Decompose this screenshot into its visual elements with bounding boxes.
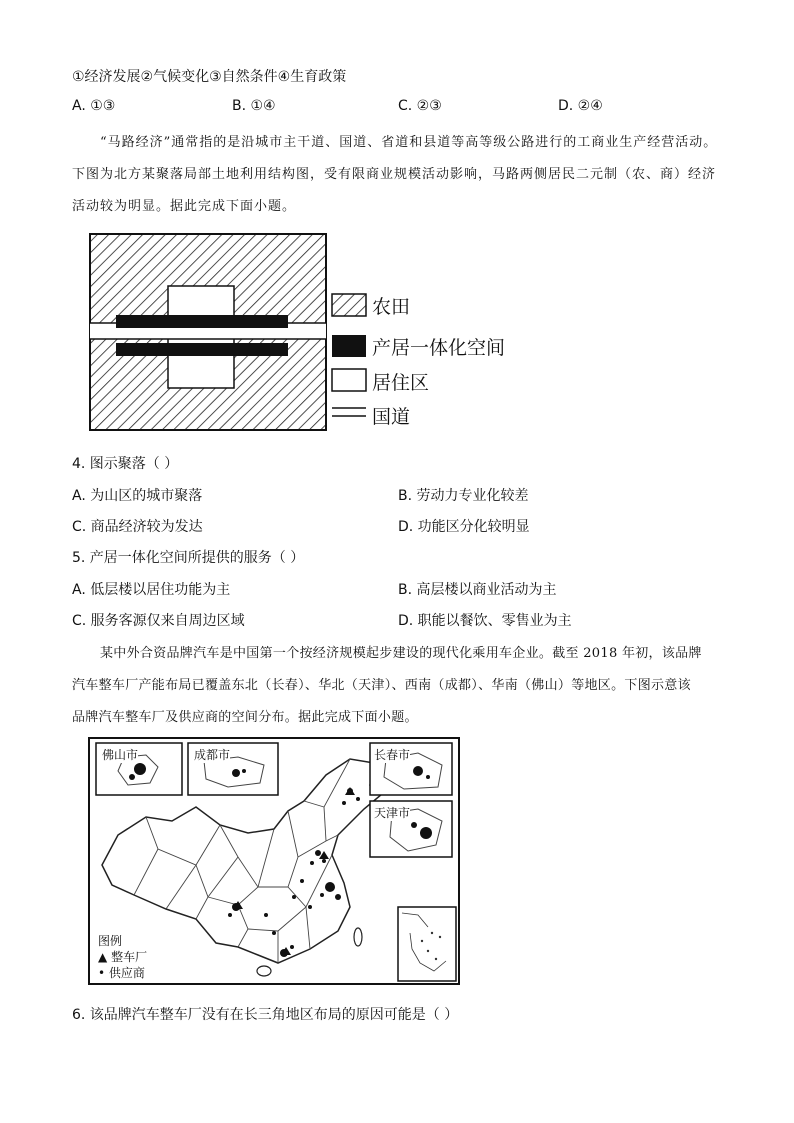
q4-choice-c: C. 商品经济较为发达 <box>72 519 203 535</box>
legend-residential-label: 居住区 <box>372 372 430 394</box>
industry-residence-strip-north <box>116 315 288 328</box>
choice-b: B. ①④ <box>232 98 276 114</box>
q4-choice-a: A. 为山区的城市聚落 <box>72 488 203 504</box>
land-use-figure <box>88 232 528 438</box>
options-line: ①经济发展②气候变化③自然条件④生育政策 <box>72 69 347 85</box>
triangle-icon: ▲ <box>98 950 108 964</box>
q6-stem: 6. 该品牌汽车整车厂没有在长三角地区布局的原因可能是（ ） <box>72 1007 459 1023</box>
industry-residence-strip-south <box>116 343 288 356</box>
legend-integrated-swatch <box>332 335 366 357</box>
legend-factory-row <box>98 949 147 965</box>
inset-chengdu-label: 成都市 <box>194 748 231 762</box>
passage2-line3: 品牌汽车整车厂及供应商的空间分布。据此完成下面小题。 <box>72 710 418 725</box>
passage2-line1: 某中外合资品牌汽车是中国第一个按经济规模起步建设的现代化乘用车企业。截至 2018 年初，该品牌 <box>100 646 702 661</box>
south-china-sea-inset <box>398 907 456 981</box>
legend-factory-label: 整车厂 <box>111 950 148 964</box>
q4-stem: 4. 图示聚落（ ） <box>72 456 179 472</box>
q5-choice-a: A. 低层楼以居住功能为主 <box>72 582 231 598</box>
legend-road-label: 国道 <box>372 406 411 428</box>
q5-choice-b: B. 高层楼以商业活动为主 <box>398 582 557 598</box>
inset-changchun-label: 长春市 <box>374 748 411 762</box>
legend-supplier-row <box>98 965 147 981</box>
choice-a: A. ①③ <box>72 98 116 114</box>
q5-choice-c: C. 服务客源仅来自周边区域 <box>72 613 245 629</box>
legend-farmland-label: 农田 <box>372 296 411 318</box>
choice-d: D. ②④ <box>558 98 603 114</box>
q5-choice-d: D. 职能以餐饮、零售业为主 <box>398 613 572 629</box>
choice-c: C. ②③ <box>398 98 442 114</box>
legend-farmland-swatch <box>332 294 366 316</box>
legend-title: 图例 <box>98 934 123 948</box>
hainan-island <box>257 966 271 976</box>
legend-supplier-label: 供应商 <box>108 966 145 980</box>
passage2-line2: 汽车整车厂产能布局已覆盖东北（长春）、华北（天津）、西南（成都）、华南（佛山）等地区。下图示意该 <box>72 678 691 693</box>
passage1-line3: 活动较为明显。据此完成下面小题。 <box>72 199 297 214</box>
inset-tianjin-label: 天津市 <box>374 806 411 820</box>
legend-residential-swatch <box>332 369 366 391</box>
inset-foshan-label: 佛山市 <box>102 748 139 762</box>
passage1-line1: “马路经济”通常指的是沿城市主干道、国道、省道和县道等高等级公路进行的工商业生产经营活动。 <box>100 135 718 150</box>
taiwan-island <box>354 928 362 946</box>
q4-choice-b: B. 劳动力专业化较差 <box>398 488 529 504</box>
dot-icon: • <box>98 966 106 980</box>
passage1-line2: 下图为北方某聚落局部土地利用结构图，受有限商业规模活动影响，马路两侧居民二元制（农、商）经济 <box>72 167 717 182</box>
q5-stem: 5. 产居一体化空间所提供的服务（ ） <box>72 550 305 566</box>
q4-choice-d: D. 功能区分化较明显 <box>398 519 530 535</box>
china-map-figure <box>88 737 460 989</box>
legend-integrated-label: 产居一体化空间 <box>372 337 506 359</box>
map-legend <box>98 933 147 981</box>
